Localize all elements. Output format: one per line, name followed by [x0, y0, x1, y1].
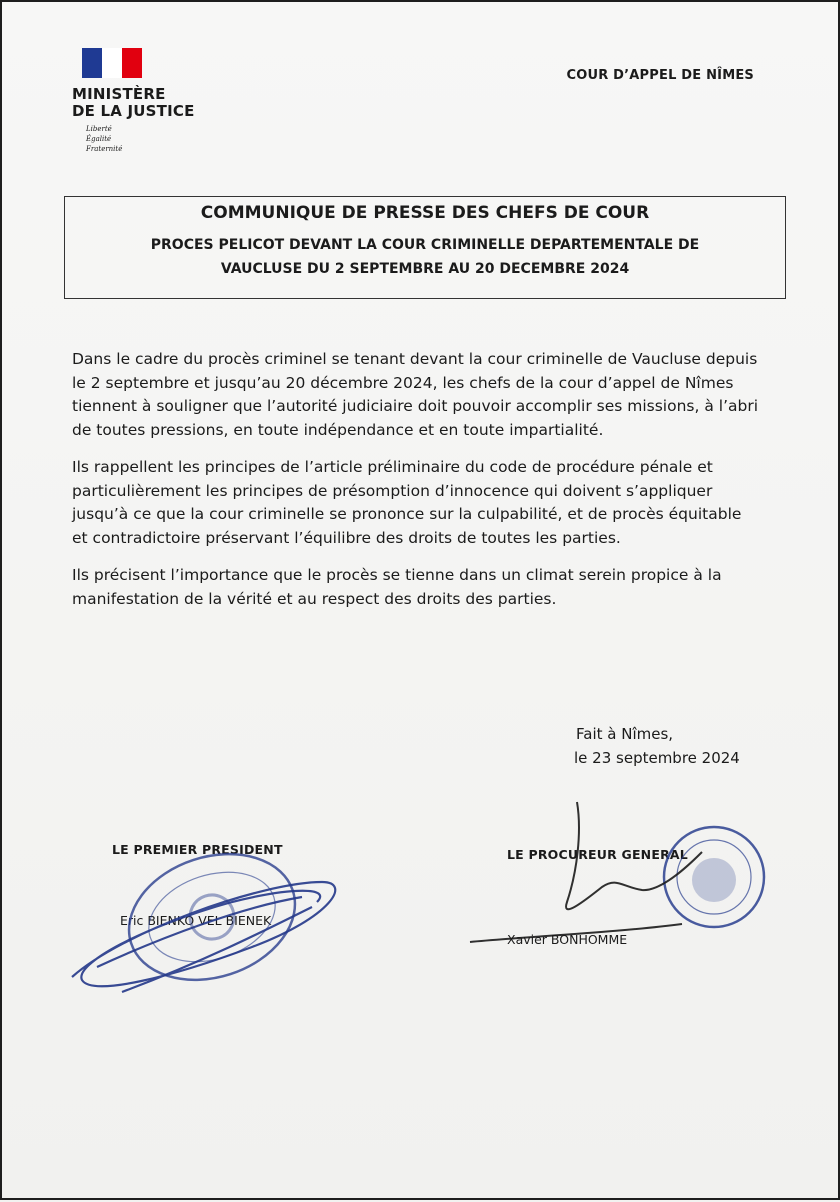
- press-release-body: [72, 348, 760, 625]
- headline-box: [64, 196, 786, 299]
- ministry-name-line1: MINISTÈRE: [72, 85, 166, 103]
- ministry-name-line2: DE LA JUSTICE: [72, 102, 195, 120]
- date-line: le 23 septembre 2024: [574, 749, 740, 767]
- paragraph-1: Dans le cadre du procès criminel se tenant devant la cour criminelle de Vaucluse depuis le 2 septembre et jusqu’au 20 décembre 2024, les chefs de la cour d’appel de Nîmes tiennent à souligner que l’autorité judiciaire doit pouvoir accomplir ses missions, à l’abri de toutes pressions, en toute indépendance et en toute impartialité.: [72, 350, 759, 439]
- press-release-title: COMMUNIQUE DE PRESSE DES CHEFS DE COUR: [200, 203, 650, 223]
- motto-egalite: Égalité: [86, 135, 112, 143]
- subtitle-line1: PROCES PELICOT DEVANT LA COUR CRIMINELLE DEPARTEMENTALE DE: [150, 237, 700, 253]
- place-and-date: [576, 722, 740, 770]
- president-name: Eric BIENKO VEL BIENEK: [120, 913, 272, 928]
- paragraph-2: Ils rappellent les principes de l’article préliminaire du code de procédure pénale et particulièrement les principes de présomption d’innocence qui doivent s’appliquer jusqu’à ce que la cour criminelle se prononce sur la culpabilité, et de procès équitable et contradictoire préservant l’équilibre des droits de toutes les parties.: [72, 458, 742, 547]
- republic-motto: [86, 124, 222, 154]
- ministry-logo: [72, 48, 222, 154]
- prosecutor-title: LE PROCUREUR GENERAL: [507, 847, 688, 862]
- subtitle-line2: VAUCLUSE DU 2 SEPTEMBRE AU 20 DECEMBRE 2024: [220, 261, 630, 277]
- ministry-name: [72, 86, 222, 120]
- place-line: Fait à Nîmes,: [576, 725, 674, 743]
- court-name: COUR D’APPEL DE NÎMES: [566, 68, 754, 83]
- signature-block-president: [112, 842, 283, 928]
- prosecutor-name: Xavier BONHOMME: [507, 932, 628, 947]
- signature-block-prosecutor: [507, 847, 688, 947]
- republic-flag-icon: [82, 48, 142, 78]
- paragraph-3: Ils précisent l’importance que le procès se tienne dans un climat serein propice à la manifestation de la vérité et au respect des droits des parties.: [72, 566, 722, 608]
- motto-fraternite: Fraternité: [86, 145, 123, 153]
- press-release-subtitle: [65, 233, 785, 281]
- motto-liberte: Liberté: [86, 125, 112, 133]
- president-title: LE PREMIER PRESIDENT: [112, 842, 283, 857]
